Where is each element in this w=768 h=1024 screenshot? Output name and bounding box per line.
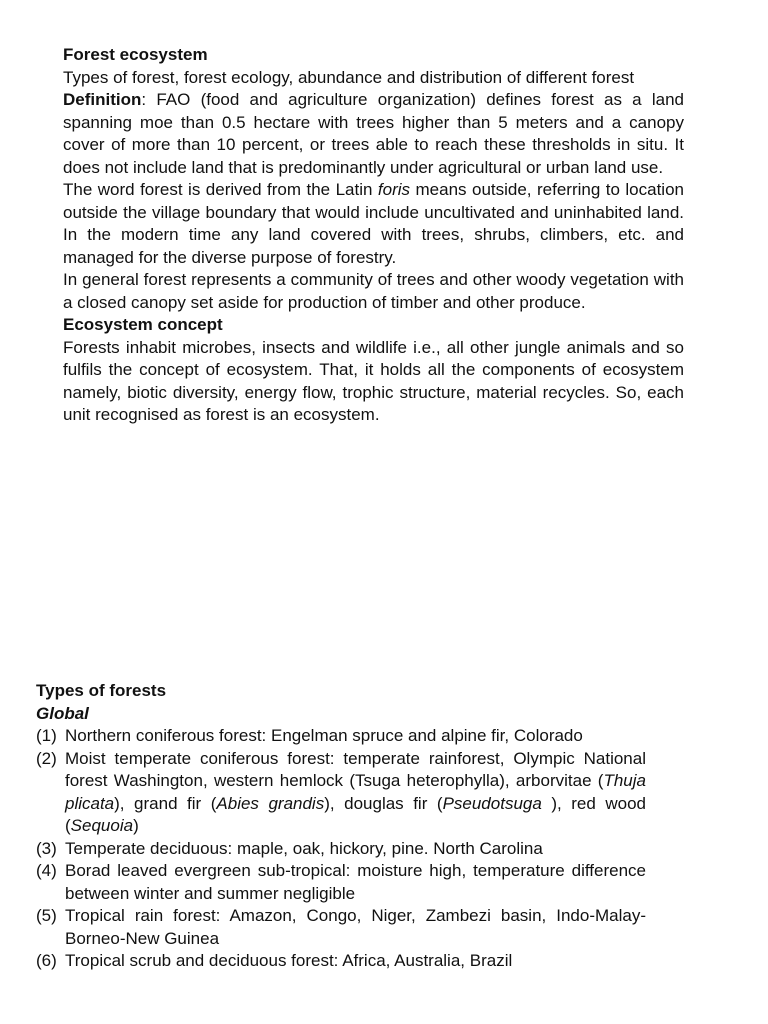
list-item-number: (1) [36, 726, 57, 745]
definition-label: Definition [63, 90, 142, 109]
etymology-text-end: means outside, referring to location outside the village boundary that would include uncultivated and uninhabited land. In the modern time any land covered with trees, shrubs, climbers, etc. and managed for the diverse purpose of forestry. [63, 180, 684, 267]
list-item-text-part: ), red wood ( [65, 793, 646, 835]
list-item-text: Tropical rain forest: Amazon, Congo, Niger, Zambezi basin, Indo-Malay-Borneo-New Guinea [65, 906, 646, 948]
list-item-number: (3) [36, 838, 57, 858]
species-name: Pseudotsuga [442, 793, 542, 813]
section-title: Forest ecosystem [63, 45, 208, 64]
list-item-text [65, 748, 646, 838]
list-item [36, 905, 646, 950]
species-name: Abies grandis [216, 793, 325, 813]
ecosystem-concept-paragraph: Forests inhabit microbes, insects and wildlife i.e., all other jungle animals and so fulfils the concept of ecosystem. That, it holds all the components of ecosystem namely, biotic diversity, energy flow, trophic structure, material recycles. So, each unit recognised as forest is an ecosystem. [63, 337, 684, 424]
list-item [36, 725, 646, 748]
etymology-text-start: The word forest is derived from the Latin [63, 180, 378, 199]
etymology-latin-word: foris [377, 180, 411, 199]
types-of-forests-section [36, 680, 646, 973]
list-item-number: (2) [36, 748, 57, 768]
types-heading: Types of forests [36, 681, 167, 700]
list-item-text: Tropical scrub and deciduous forest: Africa, Australia, Brazil [65, 951, 513, 970]
list-item-number: (5) [36, 906, 57, 925]
list-item-text: Temperate deciduous: maple, oak, hickory, pine. North Carolina [65, 838, 543, 858]
global-subheading: Global [36, 703, 89, 723]
ecosystem-concept-heading: Ecosystem concept [63, 315, 223, 334]
forest-ecosystem-section [63, 44, 684, 427]
species-name: Sequoia [70, 816, 134, 835]
list-item-text: Northern coniferous forest: Engelman spruce and alpine fir, Colorado [65, 726, 583, 745]
list-item-text-part: ), grand fir ( [114, 793, 217, 813]
list-item [36, 838, 646, 861]
definition-text: : FAO (food and agriculture organization) defines forest as a land spanning moe than 0.5 hectare with trees higher than 5 meters and a canopy cover of more than 10 percent, or trees able to reach these thresholds in situ. It does not include land that is predominantly under agricultural or urban land use. [63, 90, 684, 177]
section-subtitle: Types of forest, forest ecology, abundance and distribution of different forest [63, 67, 635, 87]
list-item [36, 748, 646, 838]
definition-paragraph [63, 89, 684, 179]
list-item-text-part: Moist temperate coniferous forest: temperate rainforest, Olympic National forest Washington, western hemlock (Tsuga heterophylla), arborvitae ( [65, 748, 646, 790]
general-paragraph: In general forest represents a community of trees and other woody vegetation with a closed canopy set aside for production of timber and other produce. [63, 270, 684, 312]
list-item-text-part: ) [133, 816, 139, 835]
species-name: Thuja plicata [65, 771, 646, 813]
list-item [36, 860, 646, 905]
list-item [36, 950, 646, 973]
list-item-number: (4) [36, 861, 57, 880]
forest-types-list [36, 725, 646, 973]
list-item-text-part: ), douglas fir ( [324, 793, 443, 813]
etymology-paragraph [63, 179, 684, 269]
list-item-text: Borad leaved evergreen sub-tropical: moisture high, temperature difference between winter and summer negligible [65, 861, 646, 903]
list-item-number: (6) [36, 951, 57, 970]
